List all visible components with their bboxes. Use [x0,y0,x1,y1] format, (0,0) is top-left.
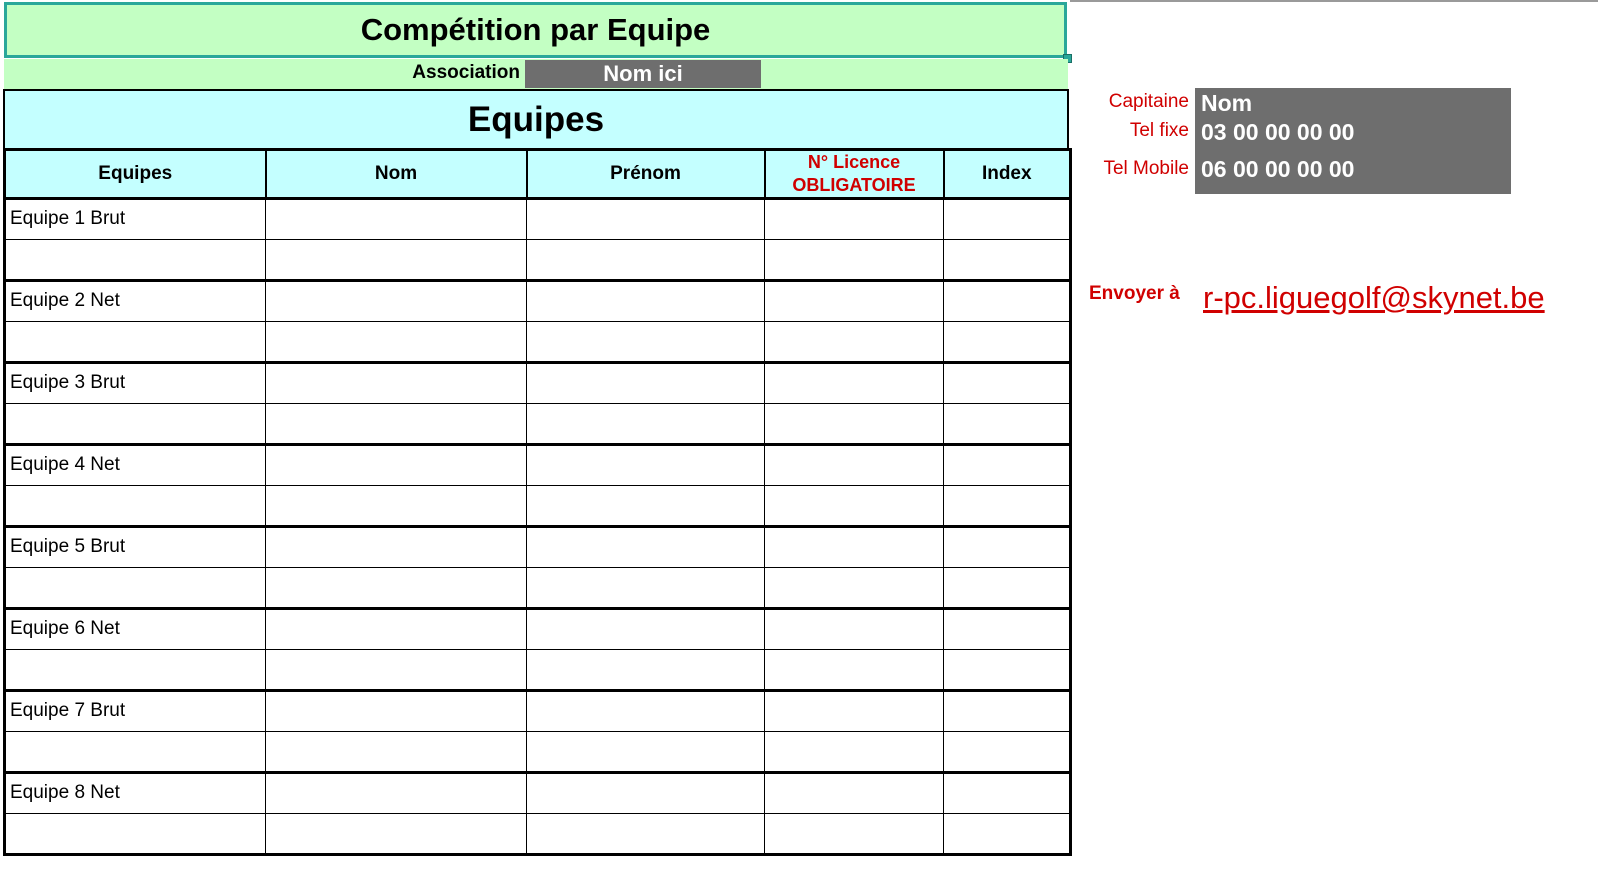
licence-cell[interactable] [765,773,944,814]
col-header-prenom: Prénom [527,150,765,199]
prenom-cell[interactable] [527,773,765,814]
tel-fixe-value-cell[interactable]: 03 00 00 00 00 [1201,119,1355,145]
prenom-cell[interactable] [527,322,765,363]
nom-cell[interactable] [266,240,527,281]
index-cell[interactable] [944,814,1071,855]
table-row [5,691,1071,732]
prenom-cell[interactable] [527,568,765,609]
team-name-cell[interactable]: Equipe 5 Brut [5,527,266,568]
licence-header-line2: OBLIGATOIRE [792,175,916,195]
table-row [5,773,1071,814]
nom-cell[interactable] [266,650,527,691]
index-cell[interactable] [944,404,1071,445]
sheet-title: Compétition par Equipe [360,12,711,47]
team-name-cell[interactable]: Equipe 8 Net [5,773,266,814]
team-name-cell[interactable]: Equipe 1 Brut [5,199,266,240]
email-link[interactable]: r-pc.liguegolf@skynet.be [1203,280,1545,315]
team-name-cell[interactable] [5,404,266,445]
nom-cell[interactable] [266,732,527,773]
table-row [5,568,1071,609]
index-cell[interactable] [944,199,1071,240]
nom-cell[interactable] [266,199,527,240]
team-name-cell[interactable] [5,322,266,363]
nom-cell[interactable] [266,609,527,650]
prenom-cell[interactable] [527,404,765,445]
capitaine-label: Capitaine [1108,91,1189,112]
team-name-cell[interactable] [5,814,266,855]
send-to-label: Envoyer à [1089,283,1180,304]
table-row [5,609,1071,650]
index-cell[interactable] [944,527,1071,568]
capitaine-value-cell[interactable]: Nom [1201,90,1253,116]
nom-cell[interactable] [266,691,527,732]
col-header-nom: Nom [266,150,527,199]
table-row [5,486,1071,527]
table-row [5,527,1071,568]
prenom-cell[interactable] [527,281,765,322]
index-cell[interactable] [944,691,1071,732]
index-cell[interactable] [944,732,1071,773]
licence-cell[interactable] [765,404,944,445]
prenom-cell[interactable] [527,691,765,732]
prenom-cell[interactable] [527,732,765,773]
licence-cell[interactable] [765,691,944,732]
table-row [5,404,1071,445]
section-title-text: Equipes [467,99,605,139]
team-name-cell[interactable]: Equipe 2 Net [5,281,266,322]
prenom-cell[interactable] [527,650,765,691]
table-row [5,199,1071,240]
licence-cell[interactable] [765,363,944,404]
index-cell[interactable] [944,363,1071,404]
col-header-licence [765,150,944,199]
index-cell[interactable] [944,568,1071,609]
col-header-equipes: Equipes [5,150,266,199]
licence-cell[interactable] [765,486,944,527]
team-name-cell[interactable] [5,732,266,773]
nom-cell[interactable] [266,322,527,363]
teams-table-body [5,199,1071,855]
table-row [5,650,1071,691]
team-name-cell[interactable]: Equipe 3 Brut [5,363,266,404]
prenom-cell[interactable] [527,527,765,568]
teams-table [3,148,1072,856]
team-name-cell[interactable] [5,486,266,527]
table-row [5,445,1071,486]
team-name-cell[interactable] [5,240,266,281]
nom-cell[interactable] [266,814,527,855]
tel-mobile-value-cell[interactable]: 06 00 00 00 00 [1201,156,1355,182]
table-row [5,240,1071,281]
licence-cell[interactable] [765,322,944,363]
index-cell[interactable] [944,486,1071,527]
nom-cell[interactable] [266,486,527,527]
team-name-cell[interactable] [5,568,266,609]
table-row [5,322,1071,363]
table-row [5,732,1071,773]
index-cell[interactable] [944,650,1071,691]
table-header-row [5,150,1071,199]
index-cell[interactable] [944,445,1071,486]
licence-cell[interactable] [765,445,944,486]
index-cell[interactable] [944,322,1071,363]
licence-cell[interactable] [765,568,944,609]
licence-cell[interactable] [765,732,944,773]
table-row [5,281,1071,322]
index-cell[interactable] [944,240,1071,281]
sheet-top-border [1070,0,1598,2]
team-name-cell[interactable]: Equipe 6 Net [5,609,266,650]
index-cell[interactable] [944,773,1071,814]
tel-mobile-label: Tel Mobile [1103,158,1189,179]
col-header-index: Index [944,150,1071,199]
prenom-cell[interactable] [527,363,765,404]
prenom-cell[interactable] [527,240,765,281]
index-cell[interactable] [944,609,1071,650]
association-row [4,59,1068,89]
nom-cell[interactable] [266,527,527,568]
prenom-cell[interactable] [527,445,765,486]
licence-cell[interactable] [765,281,944,322]
table-row [5,363,1071,404]
team-name-cell[interactable]: Equipe 4 Net [5,445,266,486]
prenom-cell[interactable] [527,814,765,855]
licence-cell[interactable] [765,527,944,568]
association-label: Association [412,62,520,83]
sheet-title-cell[interactable] [4,2,1067,58]
licence-cell[interactable] [765,650,944,691]
licence-cell[interactable] [765,199,944,240]
team-name-cell[interactable] [5,650,266,691]
section-title [3,89,1069,148]
prenom-cell[interactable] [527,609,765,650]
nom-cell[interactable] [266,773,527,814]
nom-cell[interactable] [266,404,527,445]
licence-cell[interactable] [765,240,944,281]
nom-cell[interactable] [266,445,527,486]
table-row [5,814,1071,855]
prenom-cell[interactable] [527,486,765,527]
licence-header-line1: N° Licence [807,152,901,172]
nom-cell[interactable] [266,568,527,609]
association-value-cell[interactable]: Nom ici [525,60,761,88]
nom-cell[interactable] [266,281,527,322]
licence-cell[interactable] [765,814,944,855]
tel-fixe-label: Tel fixe [1129,120,1189,141]
prenom-cell[interactable] [527,199,765,240]
nom-cell[interactable] [266,363,527,404]
index-cell[interactable] [944,281,1071,322]
team-name-cell[interactable]: Equipe 7 Brut [5,691,266,732]
licence-cell[interactable] [765,609,944,650]
